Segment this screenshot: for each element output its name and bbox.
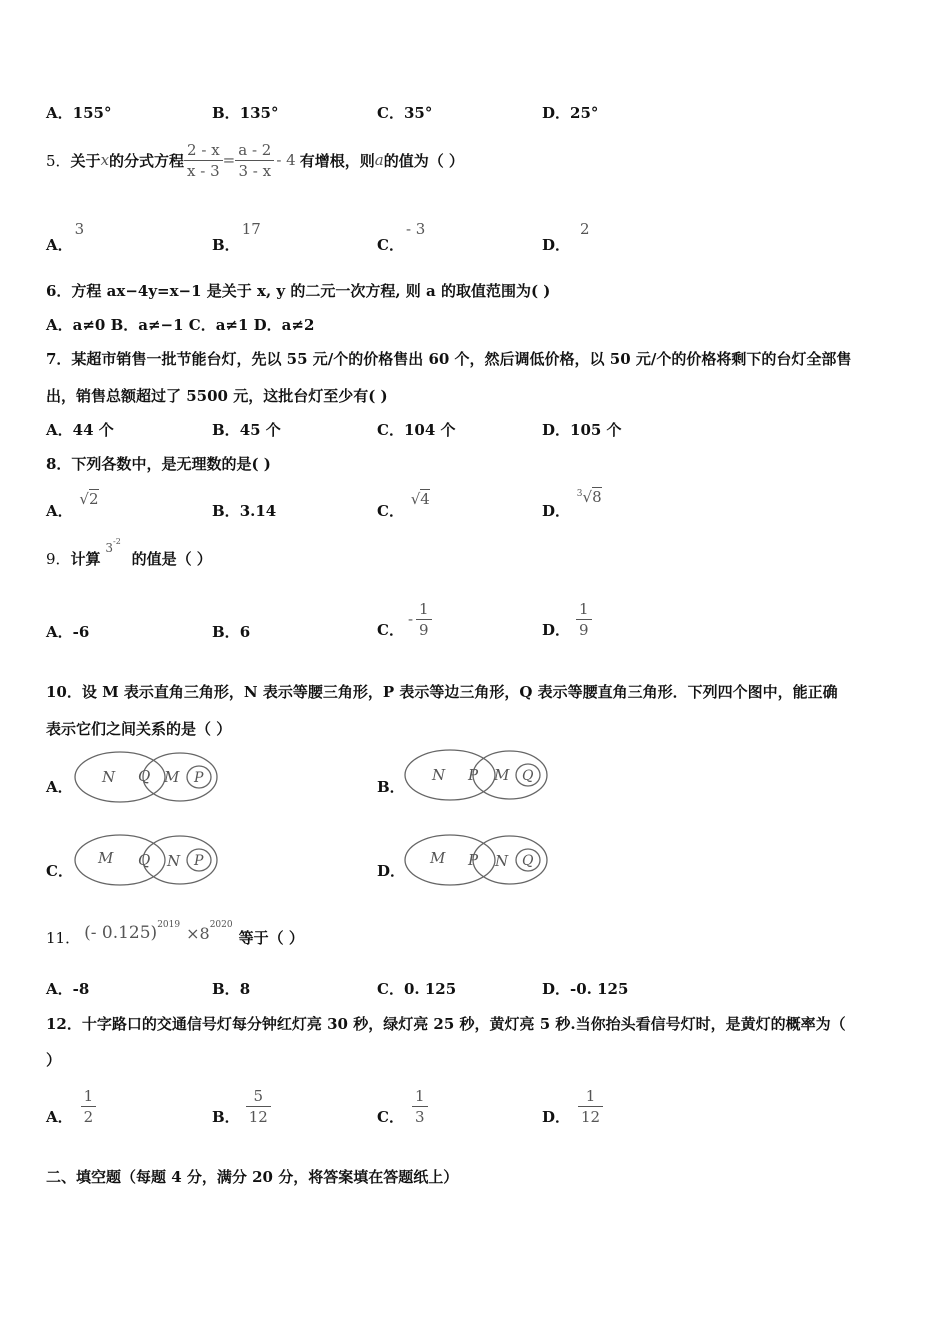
q4-option-d: D．25° [542, 104, 599, 122]
q10-venn-c [72, 831, 220, 889]
q10-option-a-label: A． [46, 778, 73, 796]
q7-option-c: C．104 个 [377, 421, 456, 439]
q10-stem-line2: 表示它们之间关系的是（ ） [46, 720, 232, 738]
q8-option-c: C． √4 [377, 490, 430, 520]
venn-label: Q [138, 767, 151, 785]
venn-label: P [194, 853, 204, 869]
q9-option-b: B．6 [212, 623, 251, 641]
q8-stem: 8．下列各数中，是无理数的是( ) [46, 455, 271, 473]
q12-option-a: A． $\frac{1}{2}$ [46, 1083, 96, 1129]
q11-option-c: C．0. 125 [377, 980, 457, 998]
q10-venn-d [402, 831, 550, 889]
q9-option-c: C． - $\frac{1}{9}$ [377, 596, 432, 642]
venn-label: Q [138, 851, 151, 869]
q9-option-d: D． $\frac{1}{9}$ [542, 596, 592, 642]
q5-option-d: D．2 [542, 220, 590, 254]
venn-label: M [164, 768, 180, 786]
q4-option-b: B．135° [212, 104, 279, 122]
q6-options: A．a≠0 B．a≠−1 C．a≠1 D．a≠2 [46, 316, 315, 334]
sqrt-sign-icon: √2 [79, 490, 99, 508]
q9-stem: 9．计算 $^{3-2}$ 的值是（ ） [46, 537, 212, 568]
q12-option-d: D． $\frac{1}{12}$ [542, 1083, 603, 1129]
q10-option-c-label: C． [46, 862, 73, 880]
q7-option-b: B．45 个 [212, 421, 281, 439]
q11-option-d: D．-0. 125 [542, 980, 629, 998]
q5-fraction-left: $\frac{2 - x}{x - 3}$ [184, 140, 223, 181]
q12-option-b: B． $\frac{5}{12}$ [212, 1083, 271, 1129]
q7-option-d: D．105 个 [542, 421, 622, 439]
venn-label: N [432, 766, 446, 784]
q5-option-b: B．17 [212, 220, 261, 254]
q8-option-d: D． $^3$√8 [542, 488, 602, 520]
q10-venn-b [402, 746, 550, 804]
q7-stem-line1: 7．某超市销售一批节能台灯，先以 55 元/个的价格售出 60 个，然后调低价格，以 50 元/个的价格将剩下的台灯全部售 [46, 350, 852, 368]
venn-label: P [194, 770, 204, 786]
q9-option-a: A．-6 [46, 623, 90, 641]
cube-root-sign-icon: $^3$√8 [576, 488, 602, 506]
venn-label: N [167, 852, 181, 870]
q8-option-b: B．3.14 [212, 502, 277, 520]
q11-option-b: B．8 [212, 980, 251, 998]
q12-option-c: C． $\frac{1}{3}$ [377, 1083, 428, 1129]
q7-stem-line2: 出，销售总额超过了 5500 元，这批台灯至少有( ) [46, 387, 388, 405]
q5-stem: 5． 关于 x 的分式方程 $\frac{2 - x}{x - 3}$ = $\frac{a - 2}{3 - x}$ - 4 有增根，则 a 的值为（ ） [46, 140, 464, 180]
venn-label: P [468, 851, 479, 869]
q6-stem: 6．方程 ax−4y=x−1 是关于 x, y 的二元一次方程, 则 a 的取值范围为( ) [46, 282, 551, 300]
q10-venn-a [72, 748, 220, 806]
q12-stem-line1: 12．十字路口的交通信号灯每分钟红灯亮 30 秒，绿灯亮 25 秒，黄灯亮 5 秒.当你抬头看信号灯时，是黄灯的概率为（ [46, 1015, 846, 1033]
venn-label: N [495, 852, 509, 870]
venn-label: M [494, 766, 510, 784]
venn-label: M [98, 849, 114, 867]
q8-option-a: A． √2 [46, 490, 99, 520]
q5-option-c: C．- 3 [377, 220, 426, 254]
q11-option-a: A．-8 [46, 980, 90, 998]
venn-label: M [430, 849, 446, 867]
q10-option-d-label: D． [377, 862, 406, 880]
q4-option-a: A．155° [46, 104, 112, 122]
venn-label: N [102, 768, 116, 786]
venn-label: P [468, 766, 479, 784]
q7-option-a: A．44 个 [46, 421, 114, 439]
q4-option-c: C．35° [377, 104, 433, 122]
venn-label: Q [522, 853, 534, 869]
q10-option-b-label: B． [377, 778, 405, 796]
q5-option-a: A．3 [46, 220, 85, 254]
q12-stem-line2: ） [46, 1051, 62, 1069]
q10-stem-line1: 10．设 M 表示直角三角形，N 表示等腰三角形，P 表示等边三角形，Q 表示等腰直角三角形．下列四个图中，能正确 [46, 683, 838, 701]
venn-label: Q [522, 768, 534, 784]
q5-fraction-right: $\frac{a - 2}{3 - x}$ [235, 140, 274, 181]
q11-stem: 11． (- 0.125) $^{2019}$ ×8 $^{2020}$ 等于（ ） [46, 920, 304, 947]
section-2-title: 二、填空题（每题 4 分，满分 20 分，将答案填在答题纸上） [46, 1168, 459, 1186]
sqrt-sign-icon: √4 [410, 490, 430, 508]
